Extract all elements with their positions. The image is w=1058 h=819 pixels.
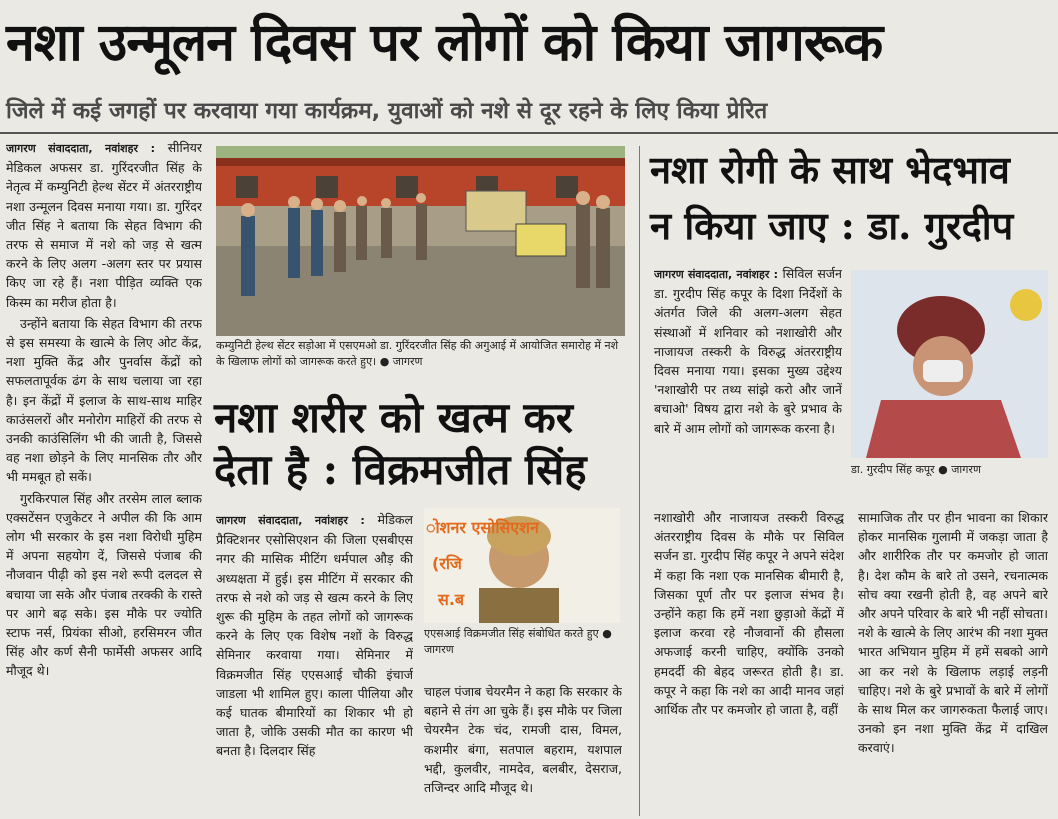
story3-photo-caption: डा. गुरदीप सिंह कपूर ● जागरण — [851, 463, 981, 476]
story3-title-line1: नशा रोगी के साथ भेदभाव — [650, 147, 1010, 192]
story3-intro-text: सिविल सर्जन डा. गुरदीप सिंह कपूर के दिशा निर्देशों के अंतर्गत जिले की अलग-अलग सेहत संस्थाओं में शनिवार को नशाखोरी और नाजायज तस्करी के विरुद्ध अंतरराष्ट्रीय दिवस मनाया गया। इसका मुख्य उद्देश्य 'नशाखोरी पर तथ्य सांझे करो और जानें बचाओ' विषय द्वारा नशे के बुरे प्रभाव के बारे में आम लोगों को जागरूक करना है। — [654, 266, 842, 436]
banner-text-2: (रजि — [432, 554, 462, 573]
left-para-3: गुरकिरपाल सिंह और तरसेम लाल ब्लाक एक्सटेंसन एजुकेटर ने अपील की कि आम लोग भी सरकार के इस नशा विरोधी मुहिम में अपना सहयोग दें, जिससे पंजाब की नौजवान पीढ़ी को इस नशे रूपी दलदल से बचाया जा सके और पंजाब तरक्की के रास्ते पर आगे बढ़ सके। इस मौके पर ज्योति स्टाफ नर्स, प्रियंका सीओ, हरसिमरन जीत सिंह और कर्ण सैनी फार्मेसी अफसर आदि मौजूद थे। — [6, 490, 202, 679]
story2-title-line1: नशा शरीर को खत्म कर — [214, 393, 573, 442]
community-event-image — [216, 146, 625, 336]
left-column — [6, 138, 202, 818]
photo1-caption: कम्युनिटी हेल्थ सेंटर सड़ोआ में एसएमओ डा. गुरिंदरजीत सिंह की अगुआई में आयोजित समारोह में नशे के खिलाफ लोगों को जागरूक करते हुए। ● जागरण — [216, 339, 619, 368]
story2-column-2: चाहल पंजाब चेयरमैन ने कहा कि सरकार के बहाने से तंग आ चुके हैं। इस मौके पर जिला चेयरमैन टेक चंद, रामजी दास, विमल, कशमीर बंगा, सतपाल बहराम, यशपाल भद्दी, कुलवीर, नामदेव, बलबीर, देसराज, तजिन्दर आदि मौजूद थे। — [424, 684, 622, 796]
photo-vikramjit-singh — [424, 508, 620, 623]
divider — [0, 132, 1058, 134]
story3-column-1: नशाखोरी और नाजायज तस्करी विरुद्ध अंतरराष्ट्रीय दिवस के मौके पर सिविल सर्जन डा. गुरदीप सिंह कपूर ने अपने संदेश में कहा कि नशा एक मानसिक बीमारी है, जिसका पूर्ण तौर पर इलाज संभव है। उन्होंने कहा कि हमें नशा छुड़ाओ केंद्रों में इलाज करवा रहे नौजवानों की हौसला अफजाई करनी चाहिए, क्योंकि उनको हमदर्दी की बेहद जरूरत होती है। डा. कपूर ने कहा कि नशे का आदी मानव जहां आर्थिक तौर पर कमजोर हो जाता है, वहीं — [654, 510, 844, 718]
banner-text: ोशनर एसोसिएशन — [426, 518, 539, 537]
photo-dr-gurdeep — [851, 270, 1048, 458]
story2-column-1 — [216, 510, 413, 816]
story3-column-2: सामाजिक तौर पर हीन भावना का शिकार होकर मानसिक गुलामी में जकड़ा जाता है और शारीरिक तौर पर कमजोर हो जाता है। देश कौम के बारे तो उसने, रचनात्मक सोच क्या रखनी होती है, वह अपने बारे और अपने परिवार के बारे भी नहीं सोचता। नशे के खात्मे के लिए आरंभ की नशा मुक्त भारत अभियान मुहिम में हमें सबको आगे आ कर नशे के खिलाफ लड़ाई लड़नी चाहिए। नशे के बुरे प्रभावों के बारे में लोगों के साथ मिल कर जागरुकता फैलाई जाए। उनको इन नशा मुक्ति केंद्र में दाखिल करवाएं। — [858, 510, 1048, 756]
story3-intro — [654, 264, 842, 504]
story2-byline: जागरण संवाददाता, नवांशहर : — [216, 514, 365, 527]
story2-title-line2: देता है : विक्रमजीत सिंह — [214, 445, 587, 494]
story3-title — [650, 142, 1058, 260]
story3-byline: जागरण संवाददाता, नवांशहर : — [654, 268, 779, 281]
story2-col1-text: मेडिकल प्रैक्टिशनर एसोसिएशन की जिला एसबीएस नगर की मासिक मीटिंग धर्मपाल औड़ की अध्यक्षता में हुई। इस मीटिंग में सरकार की तरफ से नशे को जड़ से खत्म करने के लिए शुरू की मुहिम के तहत लोगों को जागरूक करने के लिए एक विशेष नशों के विरुद्ध सेमिनार करवाया गया। सेमिनार में विक्रमजीत सिंह एएसआई चौकी इंचार्ज जाडला भी शामिल हुए। काला पीलिया और कई घातक बीमारियों का शिकार भी हो जाता है, जोकि उसकी मौत का कारण भी बनता है। दिलदार सिंह — [216, 512, 413, 759]
headline: नशा उन्मूलन दिवस पर लोगों को किया जागरूक — [6, 12, 883, 73]
gurdeep-image — [851, 270, 1048, 458]
left-para-1-text: सीनियर मेडिकल अफसर डा. गुरिंदरजीत सिंह के नेतृत्व में कम्युनिटी हेल्थ सेंटर में अंतरराष्ट्रीय नशा उन्मूलन दिवस मनाया गया। डा. गुरिंदर जीत सिंह ने बताया कि सेहत विभाग की तरफ से समाज में नशे को जड़ से खत्म करने के लिए अलग -अलग स्तर पर प्रयास किए जा रहे हैं। नशा पीड़ित व्यक्ति एक किस्म का मरीज होता है। — [6, 140, 202, 310]
left-para-1 — [6, 138, 202, 312]
left-byline: जागरण संवाददाता, नवांशहर : — [6, 142, 155, 155]
story2-photo-caption: एएसआई विक्रमजीत सिंह संबोधित करते हुए ● जागरण — [424, 627, 612, 656]
subheadline: जिले में कई जगहों पर करवाया गया कार्यक्रम, युवाओं को नशे से दूर रहने के लिए किया प्रेरित — [6, 98, 768, 124]
column-divider — [639, 146, 640, 816]
photo-community-event — [216, 146, 625, 336]
left-para-2: उन्होंने बताया कि सेहत विभाग की तरफ से इस समस्या के खात्मे के लिए ओट केंद्र, नशा मुक्ति केंद्र और पुनर्वास केंद्रों को सफलतापूर्वक ढंग के साथ चलाया जा रहा है। इन केंद्रों में इलाज के साथ-साथ माहिर काउंसलरों और मनोरोग माहिरों की तरफ से उनकी काउंसिलिंग भी की जाती है, जिससे वह नशा छोड़ने के लिए मानसिक तौर और भी ममबूत हो सकें। — [6, 315, 202, 485]
story3-title-line2: न किया जाए : डा. गुरदीप — [650, 203, 1014, 248]
banner-text-3: स.ब — [438, 590, 465, 609]
story2-title — [214, 392, 634, 502]
